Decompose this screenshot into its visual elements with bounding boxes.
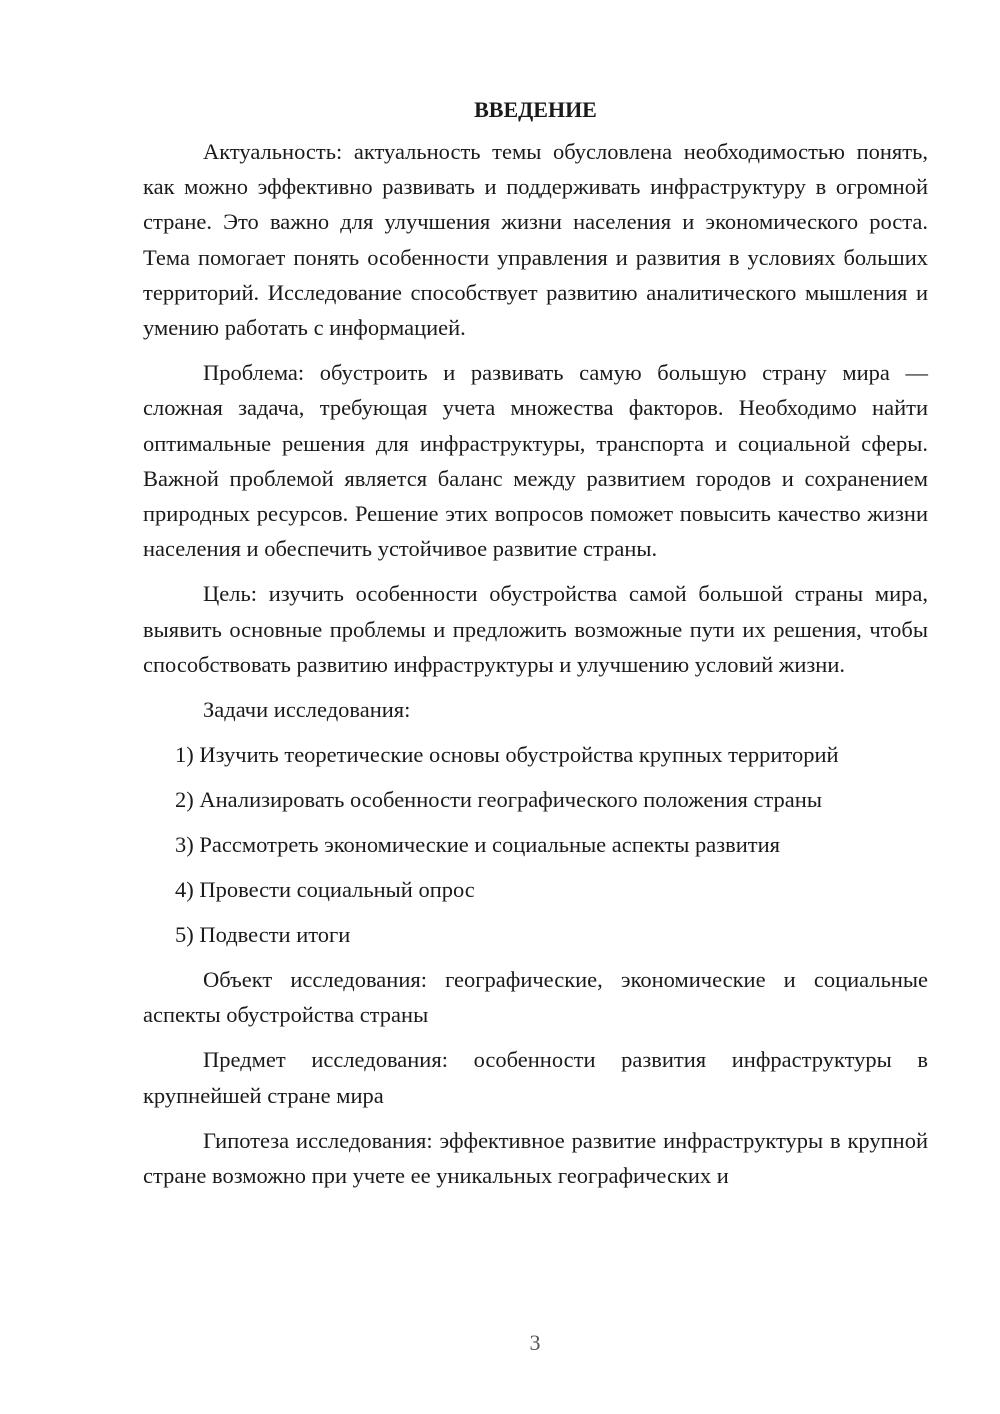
task-item: 4) Провести социальный опрос xyxy=(175,877,475,903)
task-item: 5) Подвести итоги xyxy=(175,922,351,948)
object-paragraph: Объект исследования: географические, экономические и социальные аспекты обустройства страны xyxy=(143,967,928,1028)
subject-paragraph: Предмет исследования: особенности развития инфраструктуры в крупнейшей стране мира xyxy=(143,1047,928,1108)
hypothesis-paragraph: Гипотеза исследования: эффективное развитие инфраструктуры в крупной стране возможно при учете ее уникальных географических и xyxy=(143,1127,928,1189)
document-page xyxy=(143,92,928,1203)
task-item: 2) Анализировать особенности географического положения страны xyxy=(175,787,822,813)
task-item: 3) Рассмотреть экономические и социальные аспекты развития xyxy=(175,832,781,858)
tasks-list xyxy=(143,737,928,952)
goal-paragraph: Цель: изучить особенности обустройства самой большой страны мира, выявить основные проблемы и предложить возможные пути их решения, чтобы способствовать развитию инфраструктуры и улучшению условий жизни. xyxy=(143,581,928,677)
problem-paragraph: Проблема: обустроить и развивать самую большую страну мира — сложная задача, требующая учета множества факторов. Необходимо найти оптимальные решения для инфраструктуры, транспорта и социальной сферы. Важной проблемой является баланс между развитием городов и сохранением природных ресурсов. Решение этих вопросов поможет повысить качество жизни населения и обеспечить устойчивое развитие страны. xyxy=(143,360,928,562)
page-title: ВВЕДЕНИЕ xyxy=(474,97,597,122)
relevance-paragraph: Актуальность: актуальность темы обусловлена необходимостью понять, как можно эффективно развивать и поддерживать инфраструктуру в огромной стране. Это важно для улучшения жизни населения и экономического роста. Тема помогает понять особенности управления и развития в условиях больших территорий. Исследование способствует развитию аналитического мышления и умению работать с информацией. xyxy=(143,139,928,341)
tasks-title: Задачи исследования: xyxy=(203,697,411,723)
task-item: 1) Изучить теоретические основы обустройства крупных территорий xyxy=(175,742,839,768)
page-number: 3 xyxy=(529,1330,541,1355)
